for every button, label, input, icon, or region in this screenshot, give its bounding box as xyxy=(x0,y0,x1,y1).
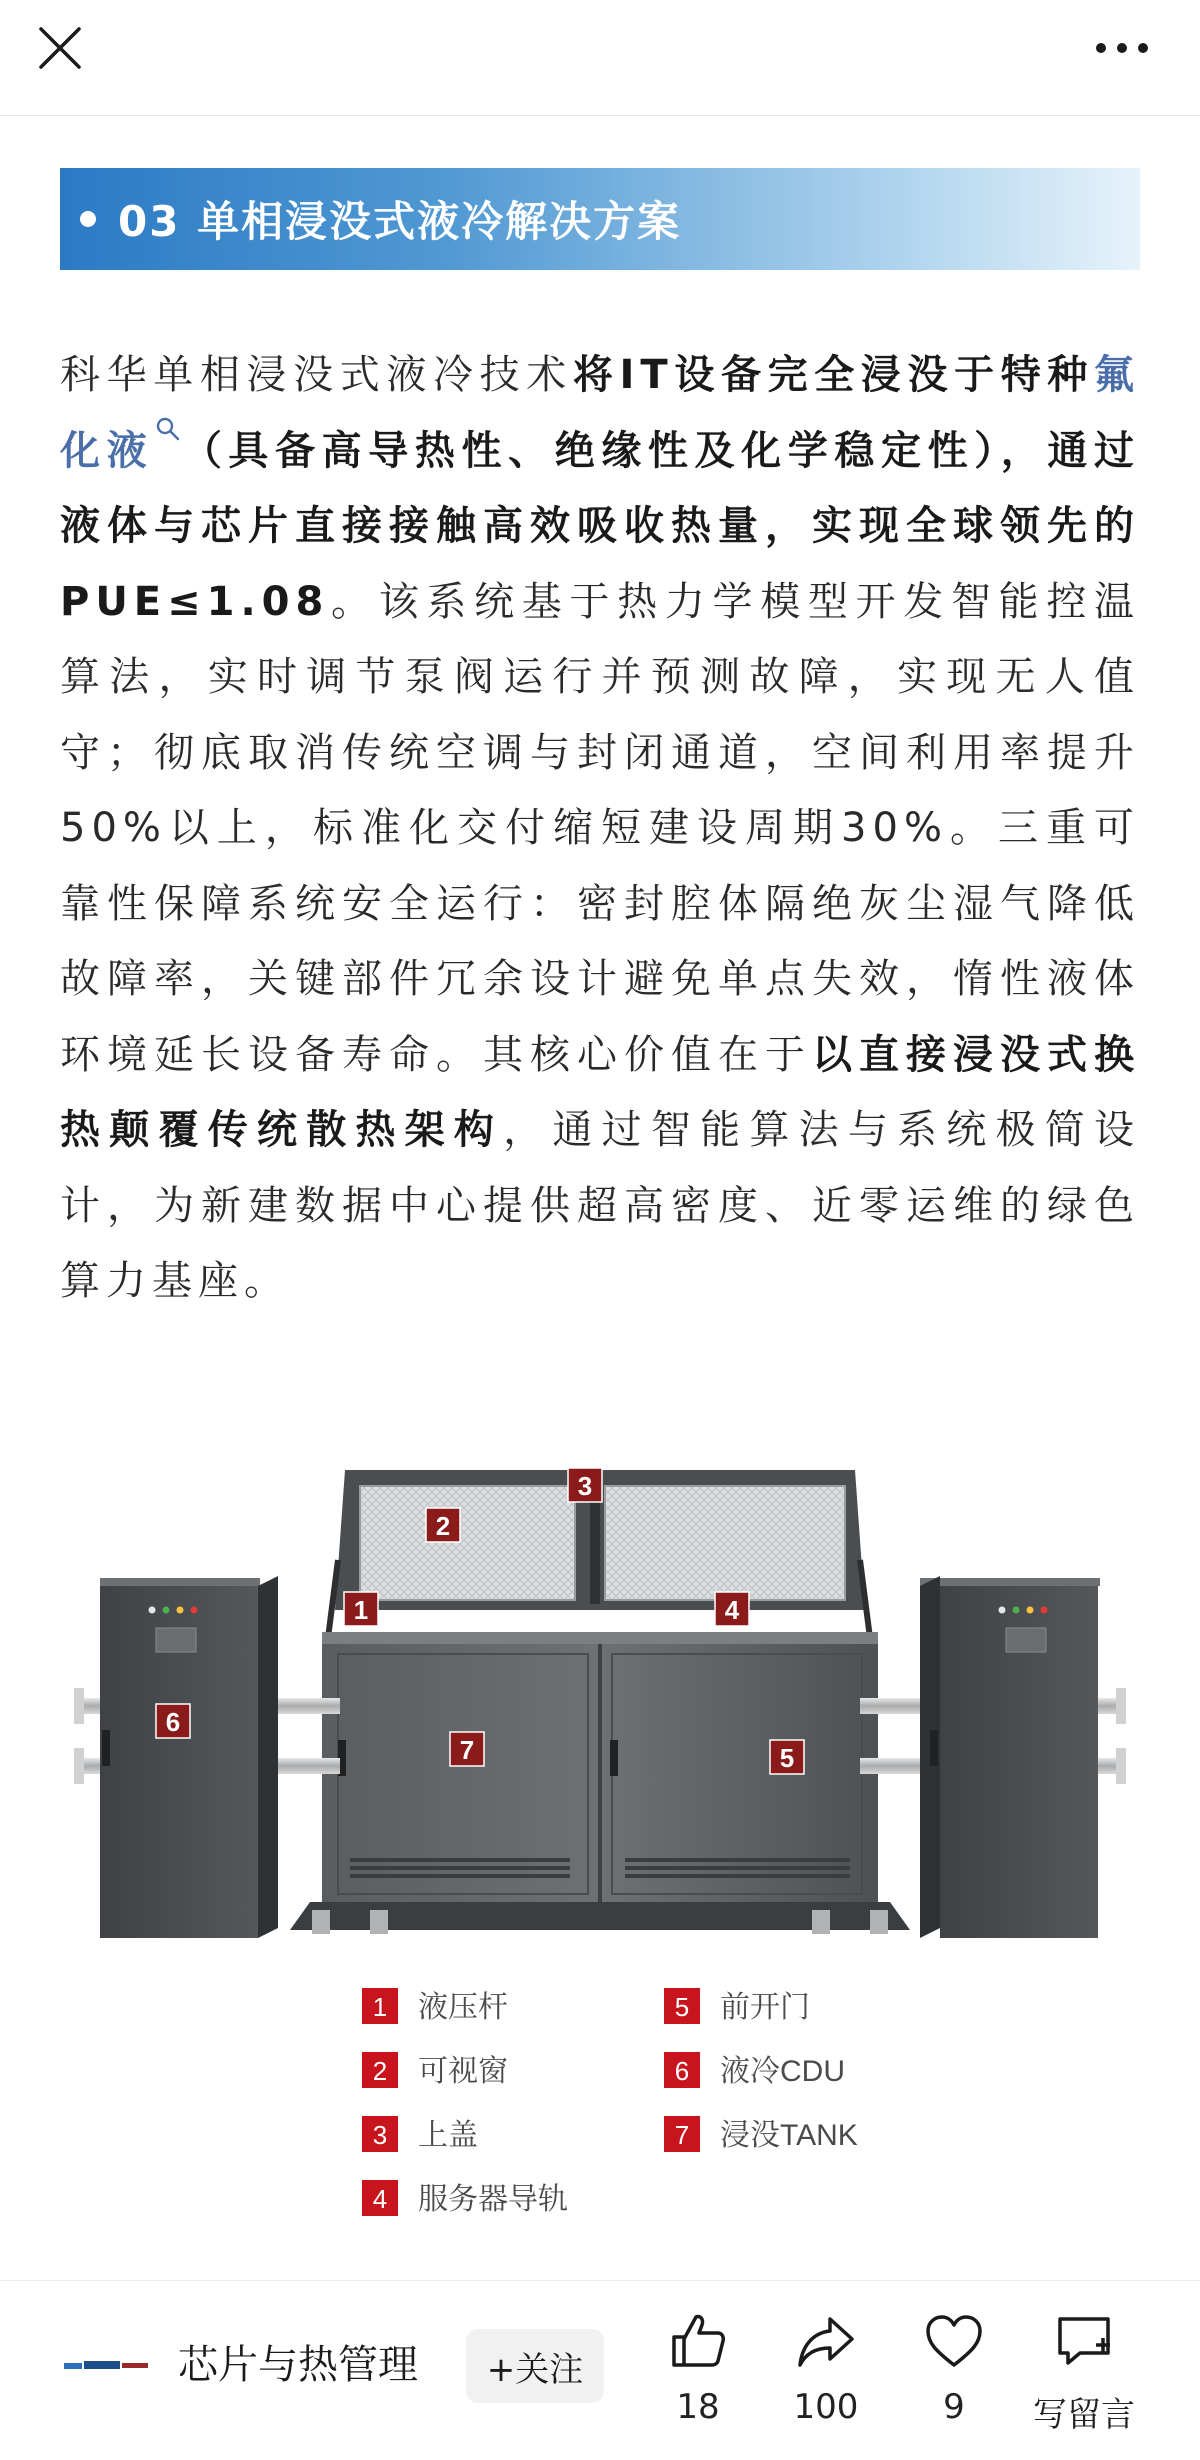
text-seg-2-bold: 将IT设备完全浸没于特种 xyxy=(572,352,1095,398)
text-seg-5: 。该系统基于热力学模型开发智能控温算法，实时调节泵阀运行并预测故障，实现无人值守；彻底取消传统空调与封闭通道，空间利用率提升50%以上，标准化交付缩短建设周期30%。三重可靠性保障系统安全运行：密封腔体隔绝灰尘湿气降低故障率，关键部件冗余设计避免单点失效，惰性液体环境延长设备寿命。其核心价值在于 xyxy=(60,578,1140,1078)
legend-label-5: 前开门 xyxy=(720,1991,810,2024)
legend-num-4: 4 xyxy=(372,2184,388,2214)
favorite-count: 9 xyxy=(943,2387,965,2427)
marker-2-label: 2 xyxy=(435,1511,451,1541)
legend-num-1: 1 xyxy=(372,1992,388,2022)
marker-6-label: 6 xyxy=(165,1707,181,1737)
section-header xyxy=(60,168,1140,270)
bullet-dot xyxy=(80,211,96,227)
article-paragraph xyxy=(60,338,1140,1320)
marker-3-label: 3 xyxy=(577,1471,593,1501)
marker-5-label: 5 xyxy=(779,1743,795,1773)
search-icon[interactable] xyxy=(155,416,181,442)
text-seg-7: ，通过智能算法与系统极简设计，为新建数据中心提供超高密度、近零运维的绿色算力基座。 xyxy=(60,1107,1141,1304)
legend-label-2: 可视窗 xyxy=(418,2055,508,2088)
legend-label-1: 液压杆 xyxy=(418,1991,508,2024)
product-image xyxy=(60,1440,1140,2230)
share-icon xyxy=(794,2309,858,2373)
comment-add-icon xyxy=(1052,2309,1116,2373)
text-seg-6-bold: 以直接浸没式换热颠覆传统散热架构 xyxy=(60,1031,1140,1153)
close-button[interactable] xyxy=(28,16,92,80)
account-logo-icon[interactable] xyxy=(64,2349,148,2381)
legend-num-6: 6 xyxy=(674,2056,690,2086)
like-count: 18 xyxy=(676,2387,720,2427)
more-icon xyxy=(1094,41,1150,55)
legend-num-2: 2 xyxy=(372,2056,388,2086)
legend-num-3: 3 xyxy=(372,2120,388,2150)
immersion-tank xyxy=(290,1632,910,1934)
legend-num-7: 7 xyxy=(674,2120,690,2150)
comment-button[interactable] xyxy=(1024,2309,1144,2439)
section-title: 03 单相浸没式液冷解决方案 xyxy=(118,197,682,246)
legend-label-7: 浸没TANK xyxy=(720,2119,858,2152)
share-count: 100 xyxy=(793,2387,859,2427)
thumbs-up-icon xyxy=(666,2309,730,2373)
favorite-button[interactable] xyxy=(894,2309,1014,2439)
fluoride-liquid-link[interactable]: 氟化液 xyxy=(60,352,1141,474)
top-bar xyxy=(0,0,1200,116)
more-button[interactable] xyxy=(1082,16,1162,80)
marker-4-label: 4 xyxy=(724,1595,740,1625)
text-seg-1: 科华单相浸没式液冷技术 xyxy=(60,352,573,398)
legend-num-5: 5 xyxy=(674,1992,690,2022)
right-cdu-cabinet xyxy=(920,1576,1100,1938)
close-icon xyxy=(38,26,82,70)
comment-label: 写留言 xyxy=(1033,2395,1135,2435)
parts-legend xyxy=(362,1988,858,2216)
marker-7-label: 7 xyxy=(459,1735,475,1765)
legend-label-4: 服务器导轨 xyxy=(418,2183,568,2216)
like-button[interactable] xyxy=(638,2309,758,2439)
share-button[interactable] xyxy=(766,2309,886,2439)
follow-button[interactable]: +关注 xyxy=(466,2329,604,2403)
legend-label-6: 液冷CDU xyxy=(720,2055,845,2088)
account-name[interactable]: 芯片与热管理 xyxy=(178,2342,418,2388)
bottom-bar xyxy=(0,2280,1200,2460)
left-cdu-cabinet xyxy=(100,1576,278,1938)
article-body xyxy=(60,338,1140,1320)
text-seg-4-bold: （具备高导热性、绝缘性及化学稳定性），通过液体与芯片直接接触高效吸收热量，实现全球领先的PUE≤1.08 xyxy=(60,427,1141,625)
legend-label-3: 上盖 xyxy=(418,2119,478,2152)
heart-icon xyxy=(922,2309,986,2373)
marker-1-label: 1 xyxy=(353,1595,369,1625)
